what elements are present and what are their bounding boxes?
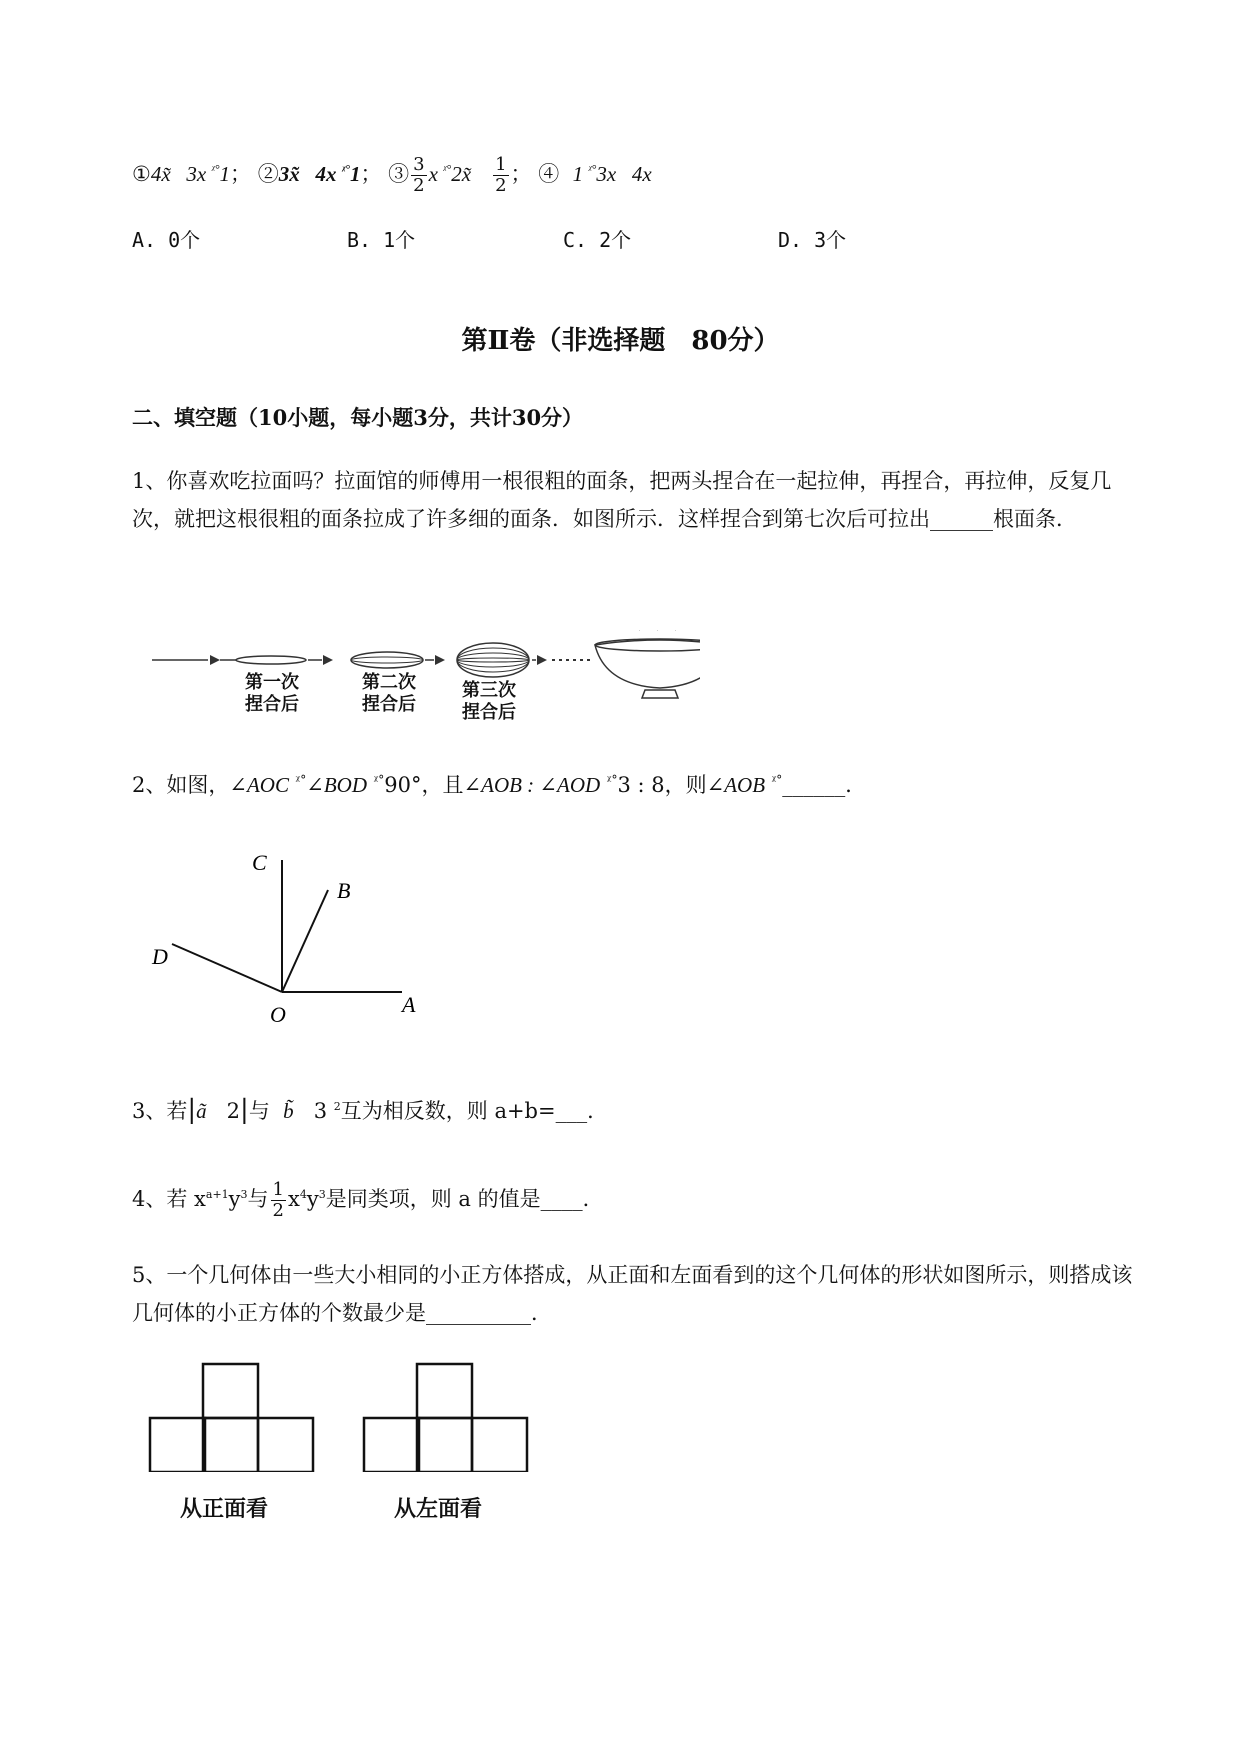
label-c: C [252, 850, 267, 875]
choice-d[interactable]: D. 3个 [778, 228, 847, 252]
fraction-3-2: $\frac{3}{2}$ [413, 154, 425, 196]
separator: ； [230, 162, 252, 186]
noodle-figure [140, 630, 700, 730]
item-4-marker: ④ [538, 162, 560, 186]
label-d: D [152, 944, 168, 969]
question-2-text: 2、如图，∠AOC $^{ᵡ^\circ}$∠BOD $^{ᵡ^\circ}$90°，且∠AOB : ∠AOD $^{ᵡ^\circ}$3 : 8，则∠AOB $^{ᵡ^\circ}$______． [132, 773, 867, 797]
expr-1: 4x̃ 3x $^{ᵡ^\circ}$1 [150, 162, 231, 186]
ray-od [172, 944, 282, 992]
left-view-figure [362, 1362, 532, 1472]
ray-ob [282, 890, 328, 992]
label-o: O [270, 1002, 286, 1027]
label-b: B [337, 878, 351, 903]
section-title: 第Ⅱ卷（非选择题 80分） [461, 326, 780, 356]
question-4-text: 4、若 $x^{a+1}y^3$与 $\frac{1}{2}$ $x^4y^3$是同类项，则 a 的值是____． [132, 1179, 604, 1221]
item-3-marker: ③ [388, 162, 410, 186]
expr-3: x $^{ᵡ^\circ}$2x̃ [428, 162, 472, 186]
left-view-label: 从左面看 [394, 1496, 483, 1522]
stage-label-3: 第三次 捏合后 [462, 680, 516, 723]
stage-label-1: 第一次 捏合后 [245, 672, 299, 715]
choice-c[interactable]: C. 2个 [563, 228, 632, 252]
expr-2: 3x̃ 4x $^{ᵡ^\circ}$1 [278, 162, 361, 186]
separator: ； [360, 162, 382, 186]
question-3-text: 3、若|ã 2|与 b̃ 3 $^2$互为相反数，则 a+b=___． [132, 1095, 609, 1125]
choice-a[interactable]: A. 0个 [132, 228, 201, 252]
expression-line [132, 146, 652, 196]
item-1-marker: ① [132, 162, 151, 186]
expr-4: 1 $^{ᵡ^\circ}$3x 4x [572, 162, 652, 186]
part-heading: 二、填空题（10小题，每小题3分，共计30分） [132, 405, 584, 430]
angle-figure [140, 840, 440, 1040]
label-a: A [402, 992, 416, 1017]
fraction-half: $\frac{1}{2}$ [272, 1179, 284, 1221]
fraction-1-2: $\frac{1}{2}$ [495, 154, 507, 196]
stage-label-2: 第二次 捏合后 [362, 672, 416, 715]
question-1-text: 1、你喜欢吃拉面吗？拉面馆的师傅用一根很粗的面条，把两头捏合在一起拉伸，再捏合，再拉伸，反复几次，就把这根很粗的面条拉成了许多细的面条．如图所示．这样捏合到第七次后可拉出______根面条． [132, 469, 1112, 531]
separator: ； [510, 162, 532, 186]
question-5-text: 5、一个几何体由一些大小相同的小正方体搭成，从正面和左面看到的这个几何体的形状如图所示，则搭成该几何体的小正方体的个数最少是__________． [132, 1263, 1133, 1325]
choice-b[interactable]: B. 1个 [347, 228, 416, 252]
front-view-figure [148, 1362, 318, 1472]
front-view-label: 从正面看 [180, 1496, 269, 1522]
item-2-marker: ② [257, 162, 279, 186]
